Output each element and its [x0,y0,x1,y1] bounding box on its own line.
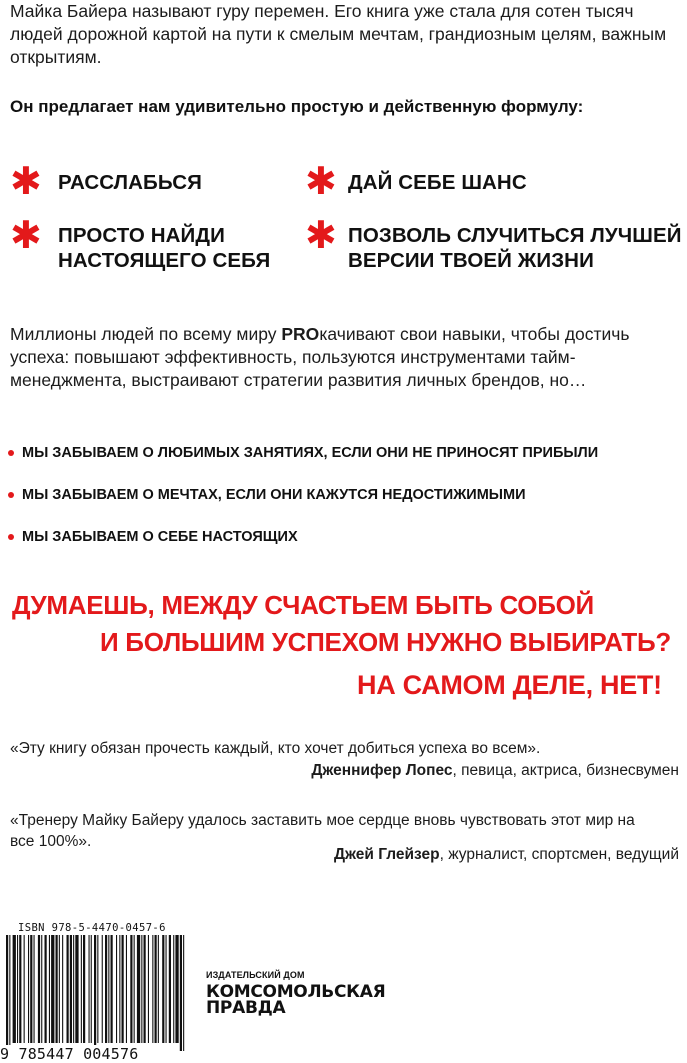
publisher-logo-line-1: КОМСОМОЛЬСКАЯ [206,982,386,1002]
formula-item-line: НАСТОЯЩЕГО СЕБЯ [58,249,271,272]
formula-item-line: РАССЛАБЬСЯ [58,171,202,194]
bullet-text: МЫ ЗАБЫВАЕМ О СЕБЕ НАСТОЯЩИХ [22,529,298,545]
bullet-item [8,445,598,461]
author-name: Джей Глейзер [333,846,440,863]
quote-author [311,760,679,781]
millions-text-end: качивают свои навыки, чтобы достичь успеха: повышают эффективность, пользуются инструментами тайм-менеджмента, выстраивают стратегии развития личных брендов, но… [10,324,630,390]
question-line-1: ДУМАЕШЬ, МЕЖДУ СЧАСТЬЕМ БЫТЬ СОБОЙ [12,590,594,620]
formula-item-chance [348,170,527,195]
answer-line: НА САМОМ ДЕЛЕ, НЕТ! [357,670,662,700]
red-dot-icon [8,450,14,456]
millions-paragraph [10,323,680,392]
quote-author [334,844,679,865]
formula-item-line: ВЕРСИИ ТВОЕЙ ЖИЗНИ [348,249,594,272]
quote-text: «Тренеру Майку Байеру удалось заставить мое сердце вновь чувствовать этот мир на все 100%». [10,812,635,850]
author-name: Дженнифер Лопес [311,762,453,779]
barcode-digits: 9 785447 004576 [0,1045,139,1063]
formula-item-relax [58,170,202,195]
formula-item-best-version [348,223,682,273]
quote-text: «Эту книгу обязан прочесть каждый, кто хочет добиться успеха во всем». [10,740,541,757]
barcode-image [0,935,186,1051]
author-role: , певица, актриса, бизнесвумен [452,762,679,779]
red-dot-icon [8,534,14,540]
isbn-label: ISBN 978-5-4470-0457-6 [18,922,166,934]
publisher-house-label: ИЗДАТЕЛЬСКИЙ ДОМ [206,970,305,980]
formula-heading: Он предлагает нам удивительно простую и действенную формулу: [10,97,584,116]
pro-emphasis: PRO [281,324,320,344]
formula-item-line: ПОЗВОЛЬ СЛУЧИТЬСЯ ЛУЧШЕЙ [348,224,682,247]
asterisk-icon: ✱ [10,159,42,203]
bullet-text: МЫ ЗАБЫВАЕМ О МЕЧТАХ, ЕСЛИ ОНИ КАЖУТСЯ НЕДОСТИЖИМЫМИ [22,487,526,503]
question-line-2: И БОЛЬШИМ УСПЕХОМ НУЖНО ВЫБИРАТЬ? [100,627,671,657]
intro-paragraph: Майка Байера называют гуру перемен. Его книга уже стала для сотен тысяч людей дорожной картой на пути к смелым мечтам, грандиозным целям, важным открытиям. [10,1,667,67]
author-role: , журналист, спортсмен, ведущий [439,846,679,863]
formula-item-find-self [58,223,270,273]
bullet-item [8,487,526,503]
asterisk-icon: ✱ [305,213,337,257]
bullet-text: МЫ ЗАБЫВАЕМ О ЛЮБИМЫХ ЗАНЯТИЯХ, ЕСЛИ ОНИ НЕ ПРИНОСЯТ ПРИБЫЛИ [22,445,599,461]
publisher-logo-line-2: ПРАВДА [206,998,286,1018]
red-dot-icon [8,492,14,498]
asterisk-icon: ✱ [10,213,42,257]
bullet-item [8,529,298,545]
asterisk-icon: ✱ [305,159,337,203]
millions-text-start: Миллионы людей по всему миру [10,324,282,344]
barcode [0,935,186,1051]
formula-item-line: ДАЙ СЕБЕ ШАНС [348,171,527,194]
formula-item-line: ПРОСТО НАЙДИ [58,224,225,247]
